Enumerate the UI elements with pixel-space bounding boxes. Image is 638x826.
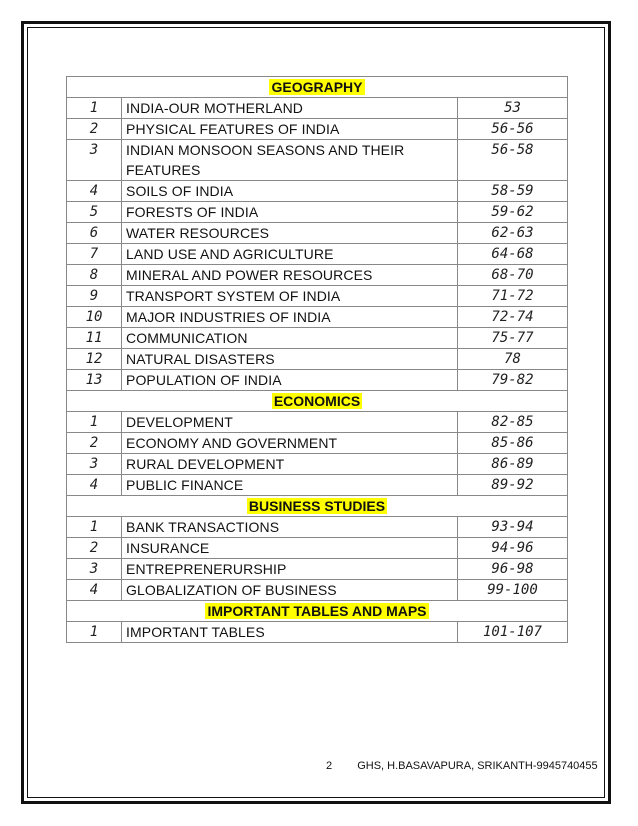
chapter-title: BANK TRANSACTIONS — [122, 517, 458, 538]
table-row — [67, 370, 568, 391]
table-row — [67, 140, 568, 181]
page-range: 86-89 — [457, 454, 567, 475]
chapter-number: 6 — [67, 223, 122, 244]
page-range: 96-98 — [457, 559, 567, 580]
table-row — [67, 349, 568, 370]
contents-table-body — [67, 77, 568, 643]
chapter-title: INDIA-OUR MOTHERLAND — [122, 98, 458, 119]
page-range: 78 — [457, 349, 567, 370]
page-range: 68-70 — [457, 265, 567, 286]
page-range: 101-107 — [457, 622, 567, 643]
page-range: 82-85 — [457, 412, 567, 433]
page-range: 58-59 — [457, 181, 567, 202]
table-row — [67, 286, 568, 307]
chapter-number: 11 — [67, 328, 122, 349]
chapter-number: 2 — [67, 119, 122, 140]
page-range: 79-82 — [457, 370, 567, 391]
table-row — [67, 580, 568, 601]
page-range: 62-63 — [457, 223, 567, 244]
chapter-title: IMPORTANT TABLES — [122, 622, 458, 643]
table-row — [67, 328, 568, 349]
table-row — [67, 202, 568, 223]
table-row — [67, 538, 568, 559]
chapter-title: INSURANCE — [122, 538, 458, 559]
page-range: 59-62 — [457, 202, 567, 223]
chapter-number: 3 — [67, 559, 122, 580]
chapter-number: 3 — [67, 454, 122, 475]
chapter-title: PUBLIC FINANCE — [122, 475, 458, 496]
page-range: 89-92 — [457, 475, 567, 496]
section-heading-row — [67, 601, 568, 622]
chapter-title: MINERAL AND POWER RESOURCES — [122, 265, 458, 286]
page-range: 56-56 — [457, 119, 567, 140]
table-row — [67, 412, 568, 433]
chapter-number: 8 — [67, 265, 122, 286]
chapter-number: 2 — [67, 538, 122, 559]
chapter-title: LAND USE AND AGRICULTURE — [122, 244, 458, 265]
page-range: 72-74 — [457, 307, 567, 328]
chapter-title: ECONOMY AND GOVERNMENT — [122, 433, 458, 454]
chapter-title: POPULATION OF INDIA — [122, 370, 458, 391]
page-range: 64-68 — [457, 244, 567, 265]
contents-table — [66, 76, 568, 643]
page-range: 93-94 — [457, 517, 567, 538]
chapter-number: 4 — [67, 181, 122, 202]
chapter-title: COMMUNICATION — [122, 328, 458, 349]
chapter-title: MAJOR INDUSTRIES OF INDIA — [122, 307, 458, 328]
page-number: 2 — [326, 760, 333, 772]
table-row — [67, 265, 568, 286]
page-range: 71-72 — [457, 286, 567, 307]
table-row — [67, 622, 568, 643]
chapter-title: TRANSPORT SYSTEM OF INDIA — [122, 286, 458, 307]
chapter-number: 3 — [67, 140, 122, 181]
chapter-number: 4 — [67, 475, 122, 496]
section-heading-row — [67, 391, 568, 412]
chapter-title: PHYSICAL FEATURES OF INDIA — [122, 119, 458, 140]
chapter-number: 13 — [67, 370, 122, 391]
page-range: 99-100 — [457, 580, 567, 601]
table-row — [67, 475, 568, 496]
section-heading-cell — [67, 391, 568, 412]
page-footer — [326, 760, 598, 772]
section-heading: GEOGRAPHY — [271, 79, 363, 95]
chapter-title: SOILS OF INDIA — [122, 181, 458, 202]
table-row — [67, 307, 568, 328]
table-row — [67, 223, 568, 244]
chapter-title: ENTREPRENERURSHIP — [122, 559, 458, 580]
chapter-number: 2 — [67, 433, 122, 454]
table-row — [67, 454, 568, 475]
table-row — [67, 181, 568, 202]
page-range: 94-96 — [457, 538, 567, 559]
section-heading-row — [67, 496, 568, 517]
chapter-number: 4 — [67, 580, 122, 601]
chapter-number: 1 — [67, 622, 122, 643]
chapter-number: 1 — [67, 98, 122, 119]
chapter-number: 10 — [67, 307, 122, 328]
chapter-number: 1 — [67, 517, 122, 538]
chapter-number: 12 — [67, 349, 122, 370]
chapter-number: 1 — [67, 412, 122, 433]
chapter-title: RURAL DEVELOPMENT — [122, 454, 458, 475]
chapter-title: DEVELOPMENT — [122, 412, 458, 433]
chapter-title: WATER RESOURCES — [122, 223, 458, 244]
table-row — [67, 517, 568, 538]
section-heading: ECONOMICS — [273, 393, 361, 409]
page-range: 85-86 — [457, 433, 567, 454]
chapter-number: 7 — [67, 244, 122, 265]
section-heading-cell — [67, 77, 568, 98]
chapter-title: FORESTS OF INDIA — [122, 202, 458, 223]
table-row — [67, 98, 568, 119]
section-heading-cell — [67, 496, 568, 517]
chapter-number: 9 — [67, 286, 122, 307]
table-row — [67, 559, 568, 580]
page-range: 75-77 — [457, 328, 567, 349]
footer-text: GHS, H.BASAVAPURA, SRIKANTH-9945740455 — [357, 760, 598, 772]
section-heading: IMPORTANT TABLES AND MAPS — [207, 603, 427, 619]
chapter-title: INDIAN MONSOON SEASONS AND THEIR FEATURES — [122, 140, 458, 181]
table-row — [67, 244, 568, 265]
page-range: 53 — [457, 98, 567, 119]
section-heading-cell — [67, 601, 568, 622]
section-heading: BUSINESS STUDIES — [248, 498, 386, 514]
chapter-title: GLOBALIZATION OF BUSINESS — [122, 580, 458, 601]
chapter-title: NATURAL DISASTERS — [122, 349, 458, 370]
table-row — [67, 433, 568, 454]
chapter-number: 5 — [67, 202, 122, 223]
table-row — [67, 119, 568, 140]
page-range: 56-58 — [457, 140, 567, 181]
section-heading-row — [67, 77, 568, 98]
